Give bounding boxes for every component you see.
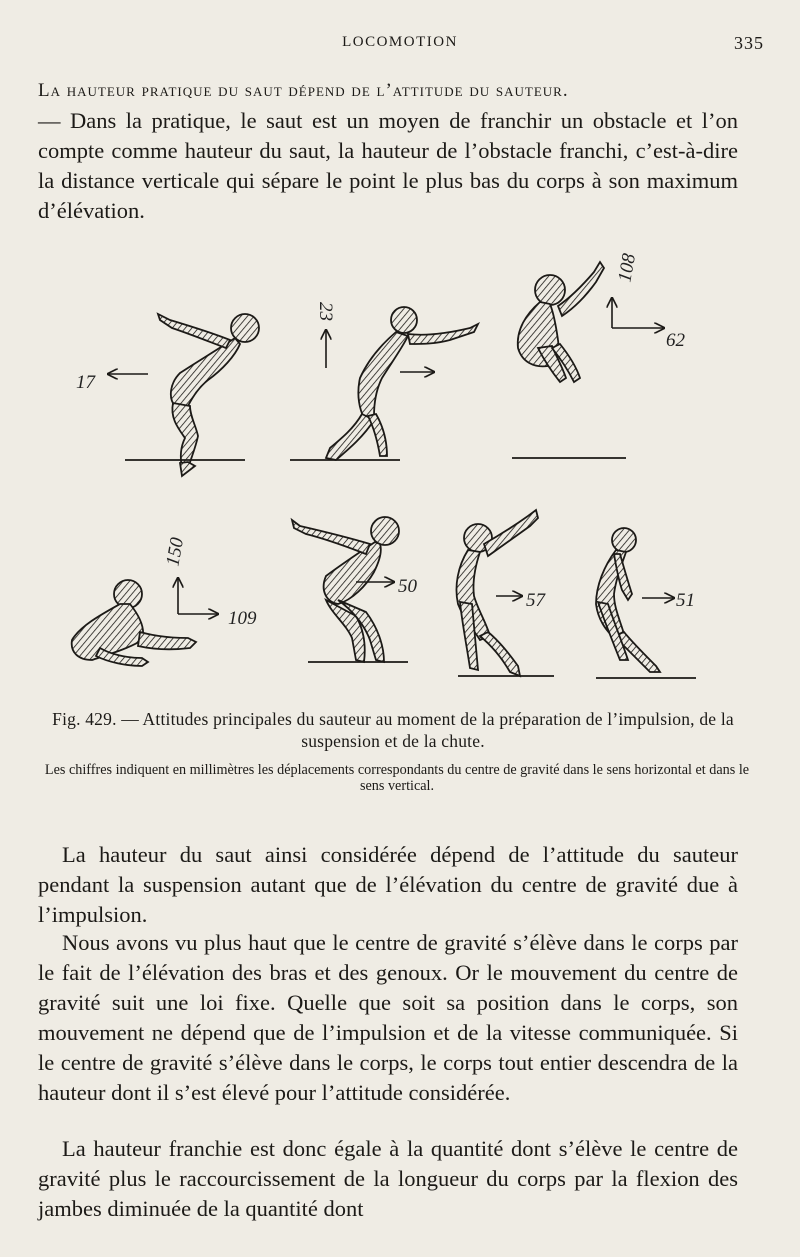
page-number: 335	[734, 33, 764, 53]
label-horizontal-57: 57	[526, 590, 545, 611]
section-heading: La hauteur pratique du saut dépend de l’attitude du sauteur.	[38, 80, 569, 101]
jump-attitudes-illustration	[30, 248, 770, 698]
intro-paragraph	[38, 74, 738, 226]
intro-text: — Dans la pratique, le saut est un moyen de franchir un obstacle et l’on compte comme hauteur du saut, la hauteur de l’obstacle franchi, c’est-à-dire la distance verticale qui sépare le point le plus bas du corps à son maximum d’élévation.	[38, 108, 738, 223]
label-horizontal-51: 51	[676, 590, 695, 611]
running-head	[0, 34, 800, 56]
body-paragraph-3: La hauteur franchie est donc égale à la quantité dont s’élève le centre de gravité plus le raccourcissement de la longueur du corps par la flexion des jambes diminuée de la quantité dont	[38, 1136, 738, 1221]
figure-429	[30, 248, 770, 698]
figure-preparation-crouch	[292, 517, 408, 662]
body-paragraph-1: La hauteur du saut ainsi considérée dépend de l’attitude du sauteur pendant la suspension autant que de l’élévation du centre de gravité due à l’impulsion.	[38, 842, 738, 927]
label-vertical-150: 150	[162, 536, 189, 568]
figure-note: Les chiffres indiquent en millimètres les déplacements correspondants du centre de gravité dans le sens horizontal et dans le sens vertical.	[44, 762, 750, 794]
label-horizontal-17: 17	[76, 372, 95, 393]
body-paragraph-2: Nous avons vu plus haut que le centre de gravité s’élève dans le corps par le fait de l’élévation des bras et des genoux. Or le mouvement du centre de gravité suit une loi fixe. Quelle que soit sa position dans le corps, son mouvement ne dépend que de l’impulsion et de la vitesse communiquée. Si le centre de gravité s’élève dans le corps, le corps tout entier descendra de la hauteur dont il s’est élevé pour l’attitude considérée.	[38, 930, 738, 1105]
label-vertical-108: 108	[614, 252, 641, 284]
label-vertical-23: 23	[315, 302, 336, 321]
figure-suspension-tucked	[512, 262, 626, 458]
label-horizontal-109: 109	[228, 608, 257, 629]
figure-caption: Fig. 429. — Attitudes principales du sauteur au moment de la préparation de l’impulsion, de la suspension et de la chute.	[52, 709, 734, 751]
label-horizontal-50: 50	[398, 576, 417, 597]
figure-impulse-arms-forward	[290, 307, 478, 460]
label-horizontal-62: 62	[666, 330, 685, 351]
figure-crouch-arms-back	[125, 314, 259, 476]
running-title: LOCOMOTION	[342, 34, 458, 50]
